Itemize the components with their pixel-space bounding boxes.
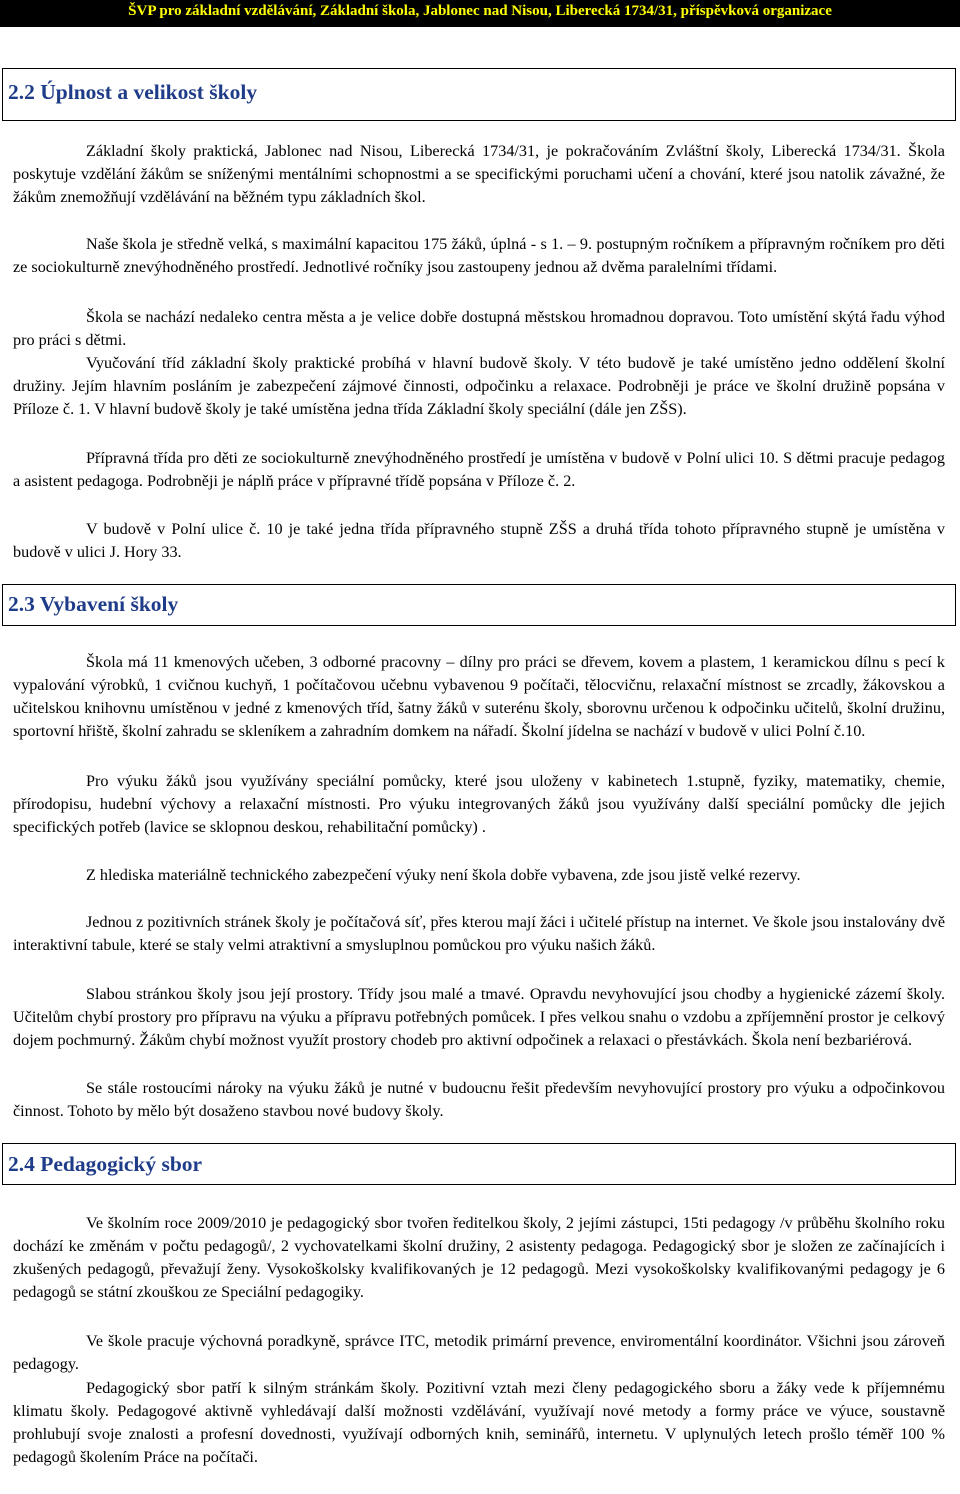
header-text: ŠVP pro základní vzdělávání, Základní škola, Jablonec nad Nisou, Liberecká 1734/31, příspěvková organizace: [128, 3, 832, 19]
paragraph: Slabou stránkou školy jsou její prostory. Třídy jsou malé a tmavé. Opravdu nevyhovující jsou chodby a hygienické zázemí školy. Učitelům chybí prostory pro přípravu na výuku a přípravu potřebných pomůcek. I přes velkou snahu o vzdobu a zpříjemnění prostor je celkový dojem pochmurný. Žákům chybí možnost využít prostory chodeb pro aktivní odpočinek a relaxaci o přestávkách. Škola není bezbariérová.: [13, 985, 945, 1049]
paragraph: Pro výuku žáků jsou využívány speciální pomůcky, které jsou uloženy v kabinetech 1.stupně, fyziky, matematiky, chemie, přírodopisu, hudební výchovy a relaxační místnosti. Pro výuku integrovaných žáků jsou využívány další speciální pomůcky dle jejich specifických potřeb (lavice se sklopnou deskou, rehabilitační pomůcky) .: [13, 772, 945, 836]
paragraph: Škola se nachází nedaleko centra města a je velice dobře dostupná městskou hromadnou dopravou. Toto umístění skýtá řadu výhod pro práci s dětmi.: [13, 308, 945, 349]
paragraph: Vyučování tříd základní školy praktické probíhá v hlavní budově školy. V této budově je také umístěno jedno oddělení školní družiny. Jejím hlavním posláním je zabezpečení zájmové činnosti, odpočinku a relaxace. Podrobněji je práce ve školní družině popsána v Příloze č. 1. V hlavní budově školy je také umístěna jedna třída Základní školy speciální (dále jen ZŠS).: [13, 354, 945, 418]
paragraph: Naše škola je středně velká, s maximální kapacitou 175 žáků, úplná - s 1. – 9. postupným ročníkem a přípravným ročníkem pro děti ze sociokulturně znevýhodněného prostředí. Jednotlivé ročníky jsou zastoupeny jednou až dvěma paralelními třídami.: [13, 235, 945, 276]
section-title: 2.4 Pedagogický sbor: [8, 1152, 203, 1176]
paragraph: Škola má 11 kmenových učeben, 3 odborné pracovny – dílny pro práci se dřevem, kovem a plastem, 1 keramickou dílnu s pecí k vypalování výrobků, 1 cvičnou kuchyň, 1 počítačovou učebnu vybavenou 9 počítači, tělocvičnu, relaxační místnost se zrcadly, žákovskou a učitelskou knihovnu umístěnou v jedné z kmenových tříd, šatny žáků v suterénu školy, sborovnu určenou k odpočinku učitelů, školní družinu, sportovní hřiště, školní zahradu se skleníkem a zahradním domkem na nářadí. Školní jídelna se nachází v budově v ulici Polní č.10.: [13, 653, 945, 740]
document-header: [0, 0, 960, 27]
paragraph: Jednou z pozitivních stránek školy je počítačová síť, přes kterou mají žáci i učitelé přístup na internet. Ve škole jsou instalovány dvě interaktivní tabule, které se staly velmi atraktivní a smysluplnou pomůckou pro výuku našich žáků.: [13, 913, 945, 954]
paragraph: Ve školním roce 2009/2010 je pedagogický sbor tvořen ředitelkou školy, 2 jejími zástupci, 15ti pedagogy /v průběhu školního roku dochází ke změnám v počtu pedagogů/, 2 vychovatelkami školní družiny, 2 asistenty pedagoga. Pedagogický sbor je složen ze začínajících i zkušených pedagogů, převažují ženy. Vysokoškolsky kvalifikovaných je 12 pedagogů. Mezi vysokoškolsky kvalifikovanými pedagogy je 6 pedagogů se státní zkouškou ze Speciální pedagogiky.: [13, 1214, 945, 1301]
paragraph: Přípravná třída pro děti ze sociokulturně znevýhodněného prostředí je umístěna v budově v Polní ulici 10. S dětmi pracuje pedagog a asistent pedagoga. Podrobněji je náplň práce v přípravné třídě popsána v Příloze č. 2.: [13, 449, 945, 490]
paragraph: Základní školy praktická, Jablonec nad Nisou, Liberecká 1734/31, je pokračováním Zvláštní školy, Liberecká 1734/31. Škola poskytuje vzdělání žákům se sníženými mentálními schopnostmi a se specifickými poruchami učení a chování, které jsou natolik závažné, že žákům znemožňují vzdělávání na běžném typu základních škol.: [13, 142, 945, 206]
paragraph: Ve škole pracuje výchovná poradkyně, správce ITC, metodik primární prevence, enviromentální koordinátor. Všichni jsou zároveň pedagogy.: [13, 1332, 945, 1373]
paragraph: Pedagogický sbor patří k silným stránkám školy. Pozitivní vztah mezi členy pedagogického sboru a žáky vede k příjemnému klimatu školy. Pedagogové aktivně vyhledávají další možnosti vzdělávání, využívají nové metody a formy práce ve výuce, soustavně prohlubují svoje znalosti a profesní dovednosti, využívají odborných knih, seminářů, internetu. V uplynulých letech prošlo téměř 100 % pedagogů školením Práce na počítači.: [13, 1379, 945, 1466]
paragraph: Se stále rostoucími nároky na výuku žáků je nutné v budoucnu řešit především nevyhovující prostory pro výuku a odpočinkovou činnost. Tohoto by mělo být dosaženo stavbou nové budovy školy.: [13, 1079, 945, 1120]
section-title: 2.3 Vybavení školy: [8, 592, 179, 616]
paragraph: V budově v Polní ulice č. 10 je také jedna třída přípravného stupně ZŠS a druhá třída tohoto přípravného stupně je umístěna v budově v ulici J. Hory 33.: [13, 520, 945, 561]
section-title: 2.2 Úplnost a velikost školy: [8, 80, 258, 104]
paragraph: Z hlediska materiálně technického zabezpečení výuky není škola dobře vybavena, zde jsou jistě velké rezervy.: [86, 866, 801, 884]
